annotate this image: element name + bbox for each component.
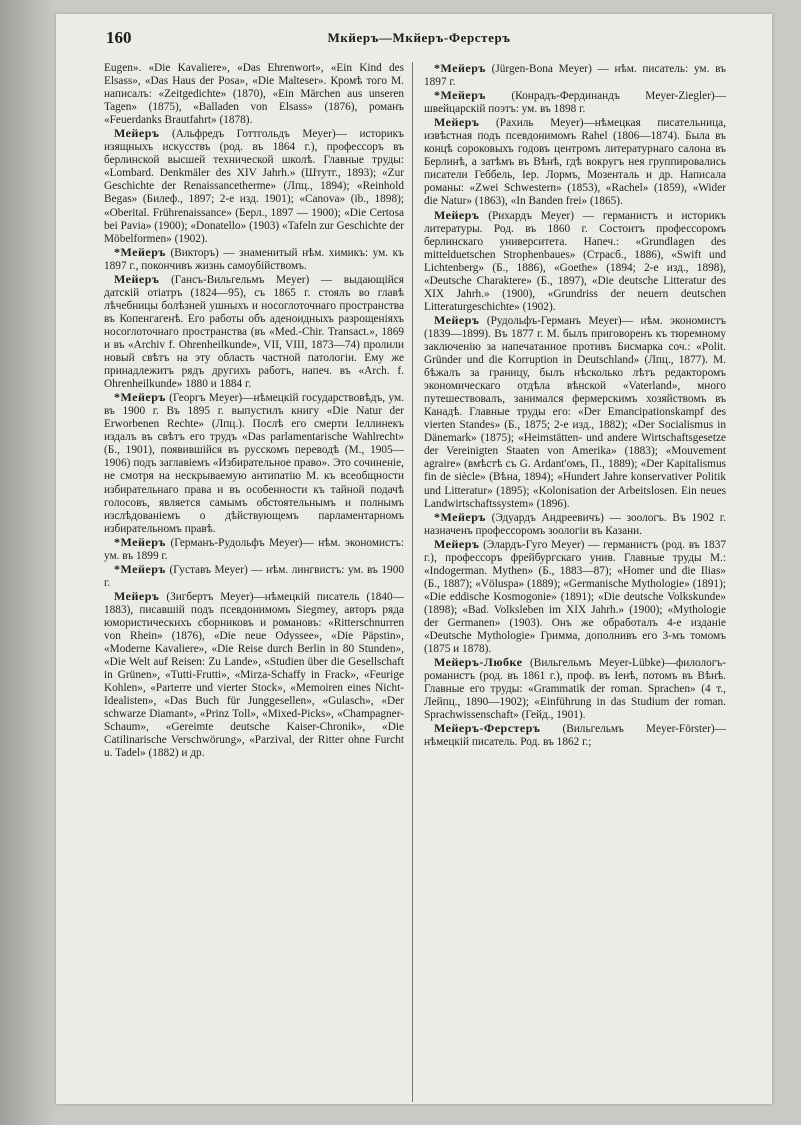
entry-headword: Мейеръ [114,588,160,603]
book-page [56,14,772,1104]
book-binding-shadow [0,0,56,1125]
page-header [106,28,732,54]
entry-text: (Альфредъ Готтгольдъ Meyer)— историкъ изящныхъ искусствъ (род. въ 1864 г.), профессоръ въ берлинской высшей технической школѣ. Главные труды: «Lombard. Denkmäler des XIV Jahrh.» (Штутг., 1893); «Zur Geschichte der Renaissancetherme» (Лпц., 1894); «Reinhold Begas» (Билеф., 1897; 2-е изд. 1901); «Canova» (ib., 1898); «Oberital. Frührenaissance» (Берл., 1897 — 1900); «Die Certosa bei Pavia» (1900); «Donatello» (1903) «Tafeln zur Geschichte der Möbelformen» (1902). [104,128,404,245]
dictionary-entry [104,391,404,536]
column-divider [412,62,413,1102]
entry-headword: Мейеръ [434,312,480,327]
dictionary-entry [104,62,404,127]
entry-text: (Элардъ-Гуго Meyer) — германистъ (род. въ 1837 г.), профессоръ фрейбургскаго унив. Главные труды М.: «Indogerman. Mythen» (Б., 1883—87); «Homer und die Ilias» (Б., 1887); «Völuspa» (1889); «Germanische Mythologie» (1891); «Die eddische Kosmogonie» (1891); «Die deutsche Volkskunde» (1898); «Bad. Volksleben im XIX Jahrh.» (1900); «Mythologie der Germanen» (1903). Онъ же обработалъ 4-е изданіе «Deutsche Mythologie» Гримма, дополнивъ его 3-мъ томомъ (1875 и 1878). [424,538,726,656]
dictionary-entry [424,116,726,208]
entry-text: (Вильгельмъ Meyer-Förster)—нѣмецкій писатель. Род. въ 1862 г.; [424,723,726,749]
entry-text: (Jürgen-Bona Meyer) — нѣм. писатель: ум. въ 1897 г. [424,63,726,89]
dictionary-entry [424,314,726,511]
dictionary-entry [424,511,726,538]
dictionary-entry [104,563,404,590]
entry-headword: Мейеръ-Любке [434,655,523,670]
right-column [424,62,726,749]
entry-text: (Густавъ Meyer) — нѣм. лингвистъ: ум. въ 1900 г. [104,563,404,589]
entry-text: (Рихардъ Meyer) — германистъ и историкъ литературы. Род. въ 1860 г. Состоитъ профессоромъ берлинскаго университета. Напеч.: «Grundlagen des mittelduetschen Strophenbaues» (Страсб., 1886), «Swift und Lichtenberg» (Б., 1886), «Goethe» (1894; 2-е изд., 1898), «Deutsche Charaktere» (Б., 1897), «Die deutsche Litteratur des XIX Jahrh.» (1900), «Grundriss der neuern deutschen Litteraturgeschichte» (1902). [424,209,726,313]
entry-text: (Рудольфъ-Германъ Meyer)— нѣм. экономистъ (1839—1899). Въ 1877 г. М. былъ приговоренъ къ тюремному заключенію за напечатанное противъ Бисмарка соч.: «Polit. Gründer und die Korruption in Deutschland» (Лпц., 1877). М. бѣжалъ за границу, былъ нѣсколько лѣтъ редакторомъ экономическаго отдѣла вѣнской «Vaterland», много путешествовалъ, занимался фермерскимъ хозяйствомъ въ Канадѣ. Главные труды его: «Der Emancipationskampf des vierten Standes» (Б., 1875; 2-е изд., 1882); «Der Socialismus in Dänemark» (1875); «Heimstätten- und andere Wirtschaftsgesetze der Vereinigten Staaten von Amerika» (1883); «Mouvement agraire» (вмѣстѣ съ G. Ardant'омъ, П., 1889); «Der Kapitalismus fin de siècle» (Вѣна, 1894); «Hundert Jahre konservativer Politik und Litteratur» (1895); «Kolonisation der Arbeitslosen. Ein neues Landwirtschaftssystem» (1896). [424,314,726,510]
dictionary-entry [424,722,726,749]
entry-headword: *Мейеръ [434,88,486,103]
entry-headword: *Мейеръ [114,534,166,549]
dictionary-entry [424,62,726,89]
dictionary-entry [424,656,726,722]
entry-text: (Викторъ) — знаменитый нѣм. химикъ: ум. къ 1897 г., покончивъ жизнь самоубійствомъ. [104,246,404,272]
dictionary-entry [104,273,404,391]
entry-headword: Мейеръ [114,126,160,141]
dictionary-entry [424,538,726,656]
dictionary-entry [424,209,726,314]
dictionary-entry [104,246,404,273]
entry-text: (Конрадъ-Фердинандъ Meyer-Ziegler)—швейцарскій поэтъ: ум. въ 1898 г. [424,90,726,116]
entry-text: (Германъ-Рудольфъ Meyer)— нѣм. экономистъ: ум. въ 1899 г. [104,536,404,562]
entry-headword: *Мейеръ [114,561,166,576]
page-number: 160 [106,28,132,47]
entry-headword: Мейеръ [434,207,480,222]
entry-headword: Мейеръ [434,115,480,130]
dictionary-entry [424,89,726,116]
entry-headword: *Мейеръ [114,390,166,405]
running-title: Мкйеръ—Мкйеръ-Ферстеръ [327,30,511,45]
left-column [104,62,404,760]
entry-text: (Эдуардъ Андреевичъ) — зоологъ. Въ 1902 г. назначенъ профессоромъ зоологіи въ Казани. [424,511,726,537]
dictionary-entry [104,590,404,761]
entry-headword: *Мейеръ [434,61,486,75]
entry-text: (Зигбертъ Meyer)—нѣмецкій писатель (1840—1883), писавшій подъ псевдонимомъ Siegmey, авторъ ряда юмористическихъ сборниковъ и романовъ: «Ritterschnurren von Rhein» (1876), «Die neue Odyssee», «Die Päpstin», «Moderne Kavaliere», «Die Reise durch Berlin in 80 Stunden», «Die Welt auf Reisen: Zu Lande», «Studien über die Gesellschaft in Grünen», «Tutti-Frutti», «Mirza-Schaffy in Frack», «Feurige Kohlen», «Parterre und vierter Stock», «Memoiren eines Nicht-Idealisten», «Das Buch für Junggesellen», «Gulasch», «Der schwarze Diamant», «Prinz Toll», «Mixed-Picks», «Champagner-Schaum», «Gereimte deutsche Kaiser-Chronik», «Die Catilinarische Verschwörung», «Parzival, der Ritter ohne Furcht u. Tadel» (1882) и др. [104,590,404,760]
dictionary-entry [104,127,404,245]
entry-headword: Мейеръ [434,536,480,551]
entry-text: (Георгъ Meyer)—нѣмецкій государствовѣдъ, ум. въ 1900 г. Въ 1895 г. выпустилъ книгу «Die Natur der Erworbenen Rechte» (Лпц.). Послѣ его смерти Іеллинекъ издалъ въ свѣтъ его трудъ «Das parlamentarische Wahlrecht» (Б., 1901), появившійся въ русскомъ переводѣ (М., 1905—1906) подъ заглавіемъ «Избирательное право». Это сочиненіе, не смотря на нескрываемую антипатію М. къ всеобщности избирательнаго права и въ особенности къ тайной подачѣ голосовъ, является самымъ обстоятельнымъ и полнымъ изслѣдованіемъ о дѣйствующемъ парламентарномъ избирательномъ правѣ. [104,392,404,535]
entry-headword: *Мейеръ [114,244,166,259]
entry-headword: Мейеръ [114,271,160,286]
entry-text: (Вильгельмъ Meyer-Lübke)—филологъ-романистъ (род. въ 1861 г.), проф. въ Іенѣ, потомъ въ Вѣнѣ. Главные его труды: «Grammatik der roman. Sprachen» (4 т., Лейпц., 1890—1902); «Einführung in das Studium der roman. Sprachwissenschaft» (Гейд., 1901). [424,657,726,722]
entry-text: (Гансъ-Вильгельмъ Meyer) — выдающійся датскій отіатръ (1824—95), съ 1865 г. стоялъ во главѣ лѣчебницы болѣзней ушныхъ и носоглоточнаго пространства въ Копенгагенѣ. Его работы объ аденоидныхъ разрощеніяхъ носоглоточнаго пространства (въ «Med.-Chir. Transact.», 1869 и въ «Archiv f. Ohrenheilkunde», VII, VIII, 1873—74) пролили новый свѣтъ на эту область частной патологіи. Ему же принадлежитъ рядъ другихъ работъ, напеч. въ «Arch. f. Ohrenheilkunde» 1880 и 1884 г. [104,273,404,391]
entry-text: Eugen». «Die Kavaliere», «Das Ehrenwort», «Ein Kind des Elsass», «Das Haus der Posa», «Die Malteser». Кромѣ того М. написалъ: «Zeitgedichte» (1870), «Ein Märchen aus unseren Tagen» (1875), «Balladen von Elsass» (1876), романъ «Feuerdanks Brautfahrt» (1878). [104,62,404,127]
dictionary-entry [104,536,404,563]
entry-text: (Рахиль Meyer)—нѣмецкая писательница, извѣстная подъ псевдонимомъ Rahel (1806—1874). Была въ концѣ сороковыхъ годовъ центромъ литературнаго салона въ Берлинѣ, а затѣмъ въ Вѣнѣ, гдѣ вокругъ нея группировались писатели Геббель, Іер. Лормъ, Мозенталь и др. Написала романы: «Zwei Schwestern» (1853), «Rachel» (1859), «Wider die Natur» (1863), «In Banden frei» (1865). [424,117,726,208]
entry-headword: *Мейеръ [434,509,486,524]
entry-headword: Мейеръ-Ферстеръ [434,721,541,736]
